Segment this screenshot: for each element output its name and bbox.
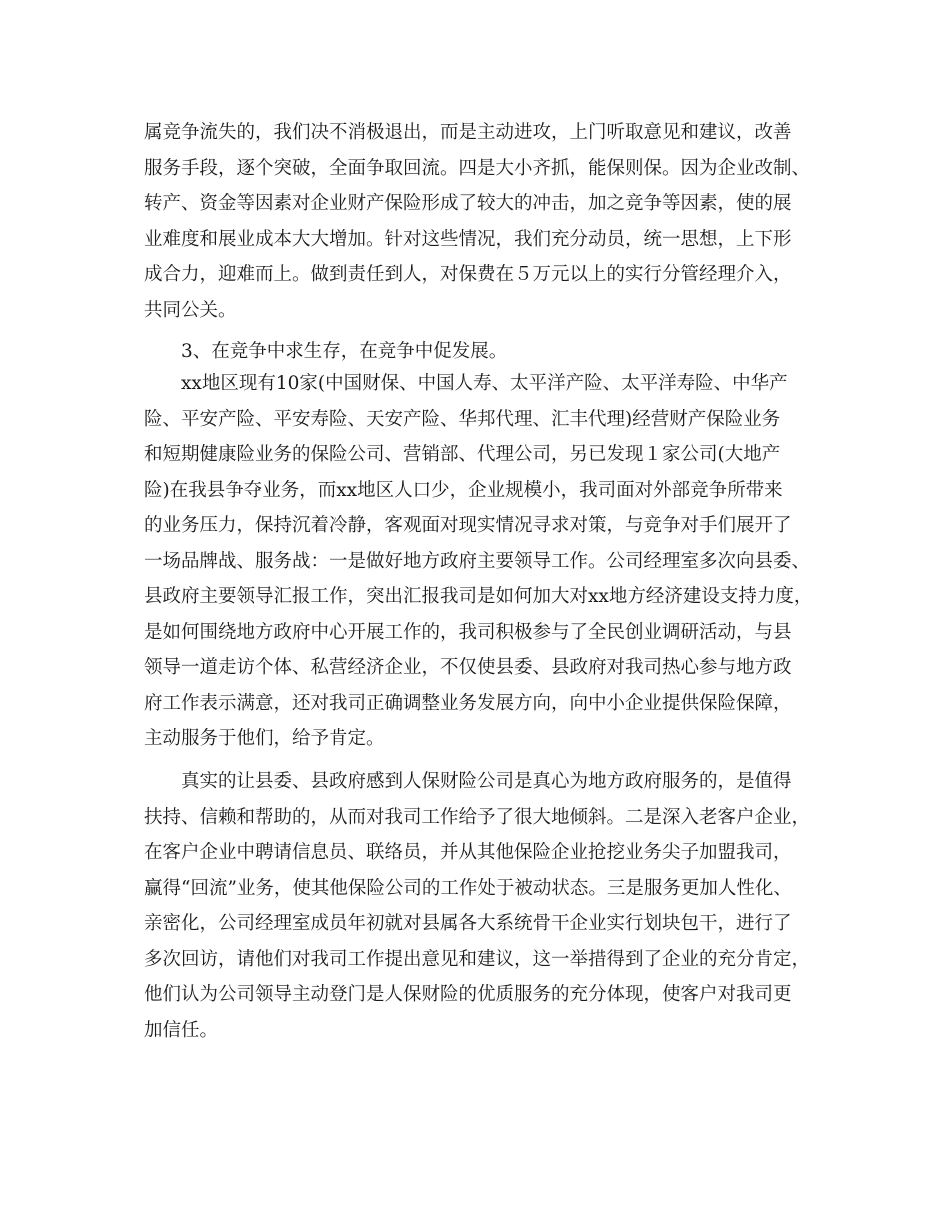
paragraph-continued xyxy=(144,115,810,328)
section-heading-text: 3、在竞争中求生存，在竞争中促发展。 xyxy=(181,341,508,362)
text-line: 府工作表示满意，还对我司正确调整业务发展方向，向中小企业提供保险保障， xyxy=(144,692,792,714)
text-line: 扶持、信赖和帮助的，从而对我司工作给予了很大地倾斜。二是深入老客户企业， xyxy=(144,806,811,828)
text-line: 他们认为公司领导主动登门是人保财险的优质服务的充分体现，使客户对我司更 xyxy=(144,984,792,1005)
text-line: 险、平安产险、平安寿险、天安产险、华邦代理、汇丰代理)经营财产保险业务 xyxy=(144,408,781,430)
text-line: xx地区现有10家(中国财保、中国人寿、太平洋产险、太平洋寿险、中华产 xyxy=(181,373,788,394)
text-line: 加信任。 xyxy=(144,1019,219,1041)
text-line: 县政府主要领导汇报工作，突出汇报我司是如何加大对xx地方经济建设支持力度， xyxy=(144,586,813,607)
text-line: 转产、资金等因素对企业财产保险形成了较大的冲击，加之竞争等因素，使的展 xyxy=(144,193,792,214)
text-line: 业难度和展业成本大大增加。针对这些情况，我们充分动员，统一思想，上下形 xyxy=(144,228,792,250)
text-line: 险)在我县争夺业务，而xx地区人口少，企业规模小，我司面对外部竞争所带来 xyxy=(144,479,783,501)
text-line: 属竞争流失的，我们决不消极退出，而是主动进攻，上门听取意见和建议，改善 xyxy=(144,122,792,143)
text-line: 多次回访，请他们对我司工作提出意见和建议，这一举措得到了企业的充分肯定， xyxy=(144,948,811,970)
text-line: 主动服务于他们，给予肯定。 xyxy=(144,728,385,749)
paragraph-service xyxy=(144,764,810,1048)
text-line: 赢得“回流”业务，使其他保险公司的工作处于被动状态。三是服务更加人性化、 xyxy=(144,877,792,899)
text-line: 的业务压力，保持沉着冷静，客观面对现实情况寻求对策，与竞争对手们展开了 xyxy=(144,515,792,536)
paragraph-competition xyxy=(144,366,812,757)
text-line: 真实的让县委、县政府感到人保财险公司是真心为地方政府服务的，是值得 xyxy=(181,771,792,792)
text-line: 共同公关。 xyxy=(144,299,237,321)
text-line: 一场品牌战、服务战：一是做好地方政府主要领导工作。公司经理室多次向县委、 xyxy=(144,550,811,572)
text-line: 领导一道走访个体、私营经济企业，不仅使县委、县政府对我司热心参与地方政 xyxy=(144,657,792,678)
text-line: 成合力，迎难而上。做到责任到人，对保费在５万元以上的实行分管经理介入， xyxy=(144,264,792,285)
text-line: 是如何围绕地方政府中心开展工作的，我司积极参与了全民创业调研活动，与县 xyxy=(144,621,792,643)
text-line: 服务手段，逐个突破，全面争取回流。四是大小齐抓，能保则保。因为企业改制、 xyxy=(144,157,811,179)
text-line: 亲密化，公司经理室成员年初就对县属各大系统骨干企业实行划块包干，进行了 xyxy=(144,913,792,934)
section-heading xyxy=(144,334,507,370)
text-line: 和短期健康险业务的保险公司、营销部、代理公司，另已发现１家公司(大地产 xyxy=(144,444,781,465)
text-line: 在客户企业中聘请信息员、联络员，并从其他保险企业抢挖业务尖子加盟我司， xyxy=(144,842,792,863)
